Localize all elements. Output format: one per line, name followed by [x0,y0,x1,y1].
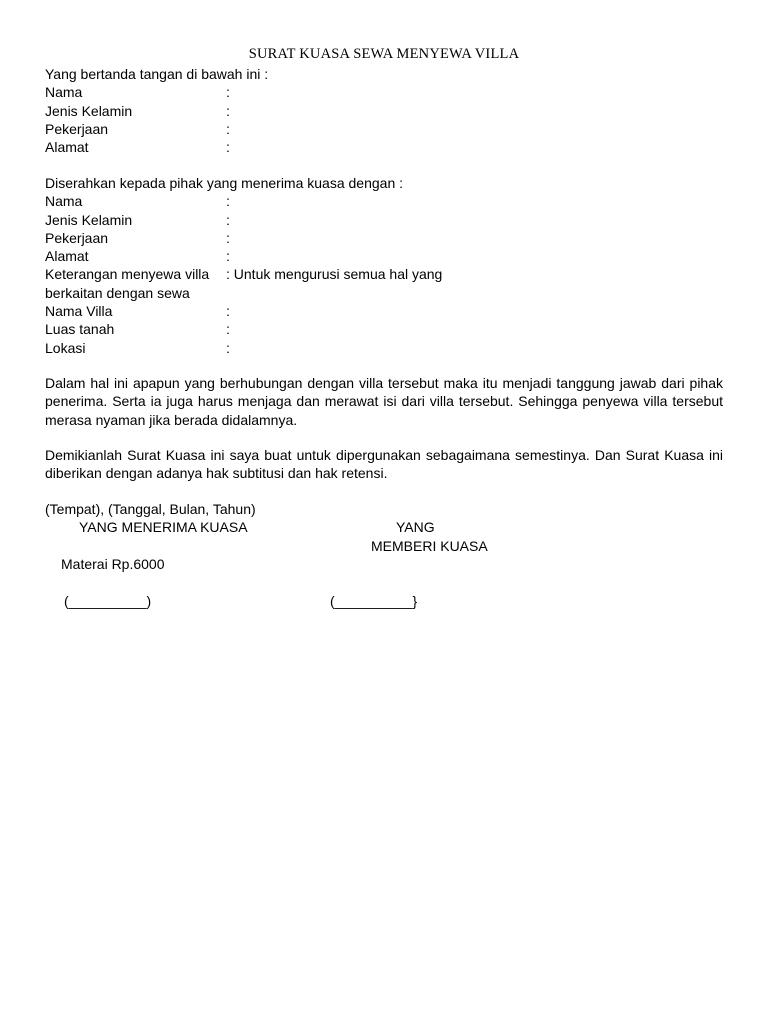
field-row [45,229,725,247]
field-row [45,83,725,101]
receiver-signature-line: (__________) [64,593,152,609]
field-value: : [226,321,230,338]
field-label: Pekerjaan [45,229,109,246]
giver-signature-line: (__________} [330,593,418,609]
field-row [45,211,725,229]
giver-heading-line2: MEMBERI KUASA [371,538,488,554]
place-date: (Tempat), (Tanggal, Bulan, Tahun) [45,501,256,517]
field-label: Nama [45,193,83,210]
responsibility-paragraph: Dalam hal ini apapun yang berhubungan dengan villa tersebut maka itu menjadi tanggung jawab dari pihak penerima. Serta ia juga harus menjaga dan merawat isi dari villa tersebut. Sehingga penyewa villa tersebut merasa nyaman jika berada didalamnya. [45,375,723,428]
field-label: Jenis Kelamin [45,102,133,119]
field-row [45,302,725,320]
field-row [45,339,725,357]
intro-text: Yang bertanda tangan di bawah ini : [45,66,269,82]
field-label: Luas tanah [45,321,115,338]
field-row [45,320,725,338]
field-value: : [226,193,230,210]
field-value: : [226,84,230,101]
field-row [45,102,725,120]
field-row [45,120,725,138]
closing-paragraph: Demikianlah Surat Kuasa ini saya buat untuk dipergunakan sebagaimana semestinya. Dan Surat Kuasa ini diberikan dengan adanya hak subtitusi dan hak retensi. [45,447,723,482]
document-title: SURAT KUASA SEWA MENYEWA VILLA [248,46,520,62]
field-row [45,265,725,283]
field-row [45,192,725,210]
field-label: Jenis Kelamin [45,211,133,228]
field-label: Nama Villa [45,303,113,320]
field-value: : [226,102,230,119]
field-label: Alamat [45,248,89,265]
field-label: Keterangan menyewa villa [45,266,210,283]
field-value: : [226,303,230,320]
field-row [45,247,725,265]
field-label: Pekerjaan [45,120,109,137]
field-continuation: berkaitan dengan sewa [45,284,190,301]
field-value: : [226,248,230,265]
field-value: : [226,139,230,156]
giver-heading-line1: YANG [396,519,435,535]
field-label: Lokasi [45,339,86,356]
field-value: : Untuk mengurusi semua hal yang [226,266,443,283]
stamp-note: Materai Rp.6000 [61,556,165,572]
receiver-heading: YANG MENERIMA KUASA [79,519,248,535]
field-value: : [226,229,230,246]
field-label: Nama [45,84,83,101]
field-value: : [226,339,230,356]
field-label: Alamat [45,139,89,156]
field-value: : [226,211,230,228]
field-row [45,138,725,156]
handover-intro-text: Diserahkan kepada pihak yang menerima kuasa dengan : [45,175,404,191]
second-party-block [45,174,725,357]
first-party-block [45,65,725,156]
field-value: : [226,120,230,137]
